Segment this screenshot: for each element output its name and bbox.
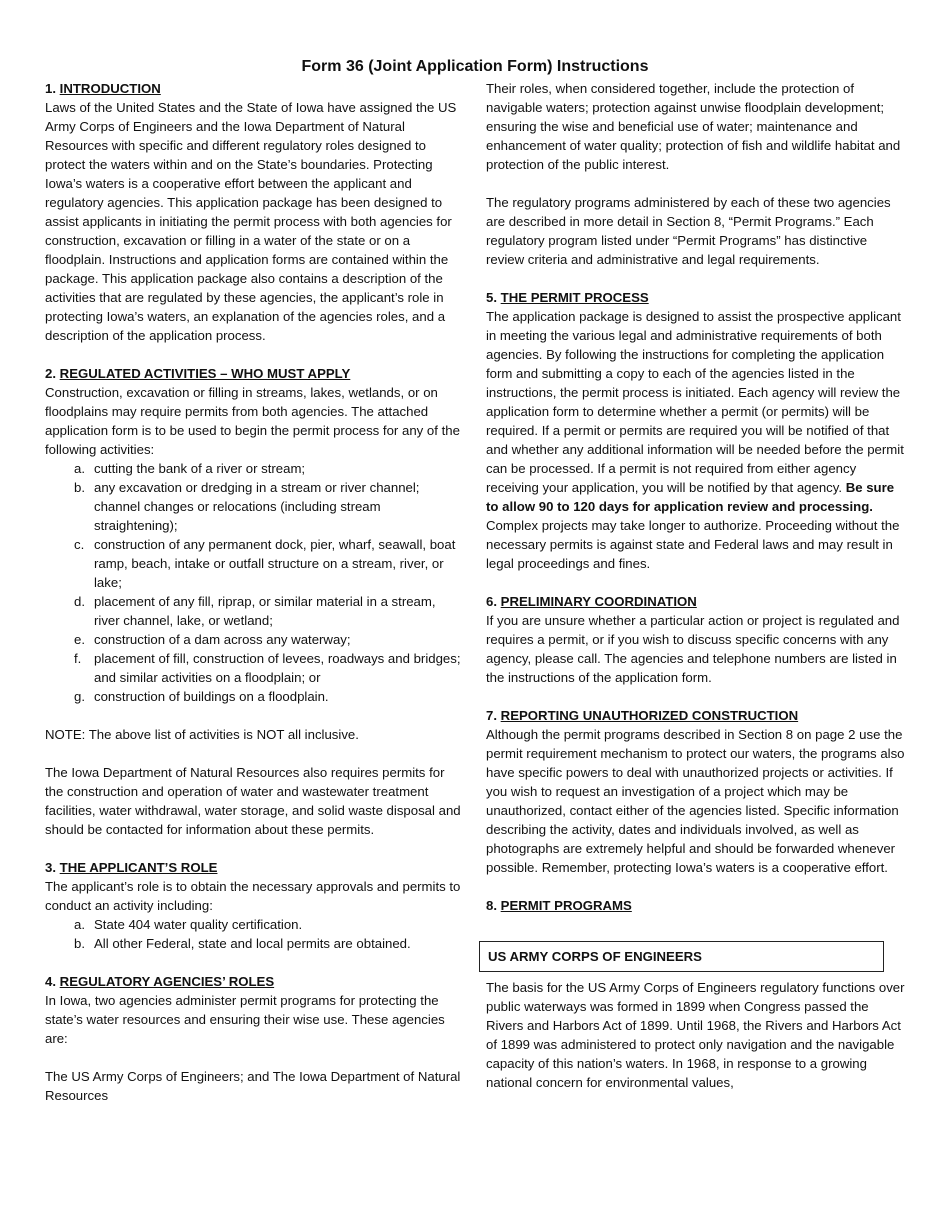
section-7-body: Although the permit programs described in Section 8 on page 2 use the permit requirement mechanism to protect our waters, the programs also have specific powers to deal with unauthorized projects or activities. If you wish to request an investigation of a project which may be unauthorized, contact either of the agencies listed. Specific information describing the activity, dates and individuals involved, as well as photographs are extremely helpful and should be forwarded whenever possible. Remember, protecting Iowa’s waters is a cooperative effort. [486, 727, 905, 875]
list-item: c. construction of any permanent dock, pier, wharf, seawall, boat ramp, beach, intake or outfall structure on a stream, river, or lake; [74, 537, 456, 590]
section-2-paragraph: The Iowa Department of Natural Resources also requires permits for the construction and operation of water and wastewater treatment facilities, water withdrawal, water storage, and solid waste disposal and should be contacted for information about these permits. [45, 765, 461, 837]
regulated-activities-list [45, 459, 463, 706]
left-column [45, 79, 463, 1105]
page-title: Form 36 (Joint Application Form) Instructions [301, 58, 649, 75]
section-1-body: Laws of the United States and the State of Iowa have assigned the US Army Corps of Engineers and the Iowa Department of Natural Resources with specific and different regulatory roles designed to protect the waters within and on the State’s boundaries. Protecting Iowa’s waters is a cooperative effort between the applicant and regulatory agencies. This application package has been designed to assist applicants in initiating the permit process with both agencies for construction, excavation or filling in a water of the state or on a floodplain. Instructions and application forms are contained within the package. This application package also contains a description of the activities that are regulated by these agencies, the applicant’s role in protecting Iowa’s waters, an explanation of the agencies roles, and a description of the application process. [45, 100, 457, 343]
section-1-heading: 1. INTRODUCTION [45, 81, 161, 96]
list-item: f. placement of fill, construction of levees, roadways and bridges; and similar activities on a floodplain; or [74, 651, 461, 685]
section-3-body: The applicant’s role is to obtain the necessary approvals and permits to conduct an activity including: [45, 879, 461, 913]
section-4-agencies: The US Army Corps of Engineers; and The Iowa Department of Natural Resources [45, 1069, 461, 1103]
section-7-heading: 7. REPORTING UNAUTHORIZED CONSTRUCTION [486, 708, 799, 723]
review-time-notice: Be sure to allow 90 to 120 days for application review and processing. [486, 480, 895, 514]
section-5-body: The application package is designed to assist the prospective applicant in meeting the various legal and administrative requirements of both agencies. By following the instructions for completing the application form and submitting a copy to each of the agencies listed in the instructions, the permit process is initiated. Each agency will review the application form to determine whether a permit (or permits) will be required. If a permit or permits are required you will be notified of that and whether any additional information will be needed before the permit can be processed. If a permit is not required from either agency receiving your application, you will be notified by that agency. Be sure to allow 90 to 120 days for application review and processing. Complex projects may take longer to authorize. Proceeding without the necessary permits is against state and Federal laws and may result in legal proceedings and fines. [486, 309, 904, 571]
section-4-paragraph: The regulatory programs administered by each of these two agencies are described in more detail in Section 8, “Permit Programs.” Each regulatory program listed under “Permit Programs” has distinctive review criteria and administrative and legal requirements. [486, 195, 891, 267]
section-2-body: Construction, excavation or filling in streams, lakes, wetlands, or on floodplains may require permits from both agencies. The attached application form is to be used to begin the permit process for any of the following activities: [45, 385, 460, 457]
section-2-heading: 2. REGULATED ACTIVITIES – WHO MUST APPLY [45, 366, 351, 381]
list-item: g. construction of buildings on a floodplain. [74, 689, 329, 704]
section-4-continued: Their roles, when considered together, include the protection of navigable waters; protection against unwise floodplain development; ensuring the wise and beneficial use of water; maintenance and enhancement of water quality; protection of fish and wildlife habitat and protection of the public interest. [486, 81, 901, 172]
list-item: b. All other Federal, state and local permits are obtained. [74, 936, 411, 951]
section-6-heading: 6. PRELIMINARY COORDINATION [486, 594, 697, 609]
section-8-heading: 8. PERMIT PROGRAMS [486, 898, 632, 913]
corps-of-engineers-box: US ARMY CORPS OF ENGINEERS [479, 941, 884, 972]
list-item: a. cutting the bank of a river or stream; [74, 461, 306, 476]
list-item: d. placement of any fill, riprap, or similar material in a stream, river channel, lake, or wetland; [74, 594, 436, 628]
right-column [486, 79, 908, 1092]
list-item: e. construction of a dam across any waterway; [74, 632, 351, 647]
section-3-heading: 3. THE APPLICANT’S ROLE [45, 860, 218, 875]
section-4-heading: 4. REGULATORY AGENCIES’ ROLES [45, 974, 275, 989]
section-2-note: NOTE: The above list of activities is NOT all inclusive. [45, 727, 359, 742]
applicant-role-list [45, 915, 463, 953]
section-6-body: If you are unsure whether a particular action or project is regulated and requires a permit, or if you wish to discuss specific concerns with any agency, please call. The agencies and telephone numbers are listed in the instructions of the application form. [486, 613, 900, 685]
section-8-body: The basis for the US Army Corps of Engineers regulatory functions over public waterways was formed in 1899 when Congress passed the Rivers and Harbors Act of 1899. Until 1968, the Rivers and Harbors Act of 1899 was administered to protect only navigation and the navigable capacity of this nation’s waters. In 1968, in response to a growing national concern for environmental values, [486, 980, 905, 1090]
list-item: b. any excavation or dredging in a stream or river channel; channel changes or relocations (including stream straightening); [74, 480, 420, 533]
section-5-heading: 5. THE PERMIT PROCESS [486, 290, 649, 305]
section-4-body: In Iowa, two agencies administer permit programs for protecting the state’s water resources and ensuring their wise use. These agencies are: [45, 993, 445, 1046]
list-item: a. State 404 water quality certification. [74, 917, 303, 932]
